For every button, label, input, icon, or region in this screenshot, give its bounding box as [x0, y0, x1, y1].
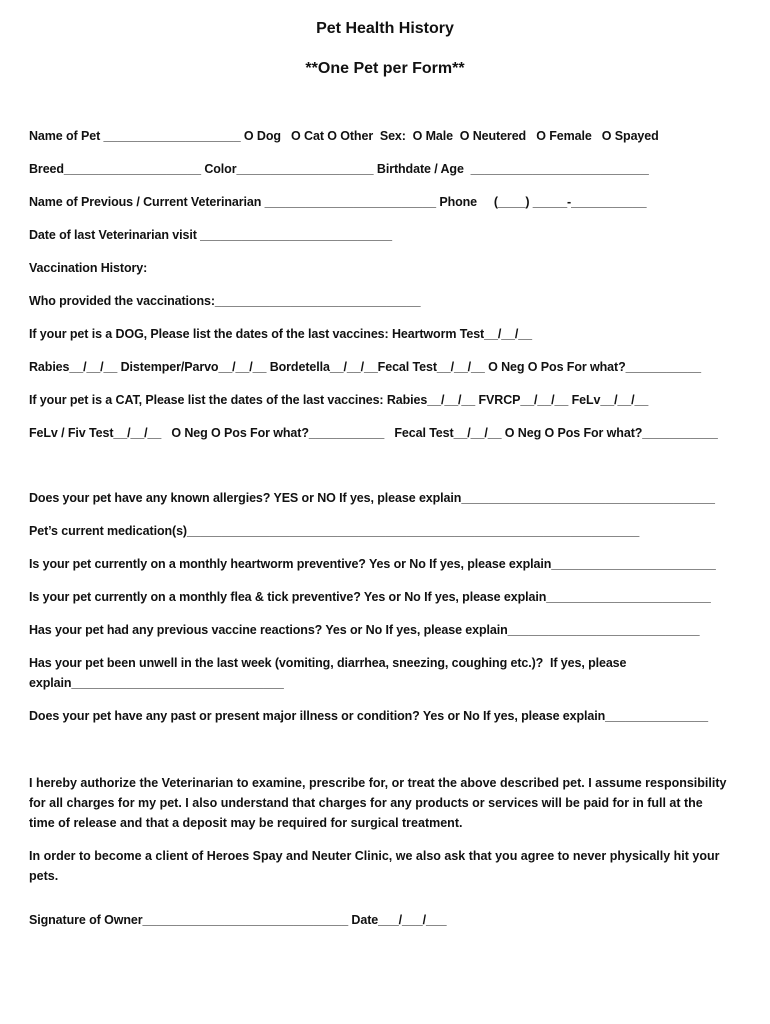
- who-provided-vaccinations-line[interactable]: Who provided the vaccinations:______________________________: [29, 294, 421, 308]
- dog-vaccines-line[interactable]: If your pet is a DOG, Please list the dates of the last vaccines: Heartworm Test__/__/__: [29, 327, 532, 341]
- cat-tests-line[interactable]: FeLv / Fiv Test__/__/__ O Neg O Pos For what?___________ Fecal Test__/__/__ O Neg O Pos For what?___________: [29, 426, 718, 440]
- veterinarian-phone-line[interactable]: Name of Previous / Current Veterinarian _________________________ Phone (____) _____-___________: [29, 195, 647, 209]
- flea-tick-preventive-line[interactable]: Is your pet currently on a monthly flea & tick preventive? Yes or No If yes, please explain________________________: [29, 590, 711, 604]
- medications-line[interactable]: Pet’s current medication(s)__________________________________________________________________: [29, 524, 640, 538]
- unwell-explain-line[interactable]: explain_______________________________: [29, 676, 284, 690]
- vaccine-reactions-line[interactable]: Has your pet had any previous vaccine reactions? Yes or No If yes, please explain____________________________: [29, 623, 700, 637]
- name-of-pet-line[interactable]: Name of Pet ____________________ O Dog O Cat O Other Sex: O Male O Neutered O Female O Spayed: [29, 129, 659, 143]
- dog-vaccines-dates-line[interactable]: Rabies__/__/__ Distemper/Parvo__/__/__ Bordetella__/__/__Fecal Test__/__/__ O Neg O Pos For what?___________: [29, 360, 701, 374]
- form-subtitle: **One Pet per Form**: [305, 60, 465, 77]
- authorization-paragraph: I hereby authorize the Veterinarian to examine, prescribe for, or treat the above described pet. I assume responsibility for all charges for my pet. I also understand that charges for any products or services will be paid for in full at the time of release and that a deposit may be required for surgical treatment.: [29, 776, 727, 830]
- breed-color-birthdate-line[interactable]: Breed____________________ Color____________________ Birthdate / Age __________________________: [29, 162, 649, 176]
- client-agreement-paragraph: In order to become a client of Heroes Spay and Neuter Clinic, we also ask that you agree to never physically hit your pets.: [29, 849, 720, 883]
- heartworm-preventive-line[interactable]: Is your pet currently on a monthly heartworm preventive? Yes or No If yes, please explain________________________: [29, 557, 716, 571]
- unwell-question-line: Has your pet been unwell in the last week (vomiting, diarrhea, sneezing, coughing etc.)? If yes, please: [29, 656, 627, 670]
- vaccination-history-heading: Vaccination History:: [29, 261, 148, 275]
- signature-date-line[interactable]: Signature of Owner______________________________ Date___/___/___: [29, 913, 447, 927]
- last-visit-line[interactable]: Date of last Veterinarian visit ____________________________: [29, 228, 393, 242]
- form-title: Pet Health History: [316, 20, 454, 37]
- allergies-line[interactable]: Does your pet have any known allergies? YES or NO If yes, please explain_____________________________________: [29, 491, 715, 505]
- major-illness-line[interactable]: Does your pet have any past or present major illness or condition? Yes or No If yes, please explain_______________: [29, 709, 708, 723]
- cat-vaccines-line[interactable]: If your pet is a CAT, Please list the dates of the last vaccines: Rabies__/__/__ FVRCP__/__/__ FeLv__/__/__: [29, 393, 649, 407]
